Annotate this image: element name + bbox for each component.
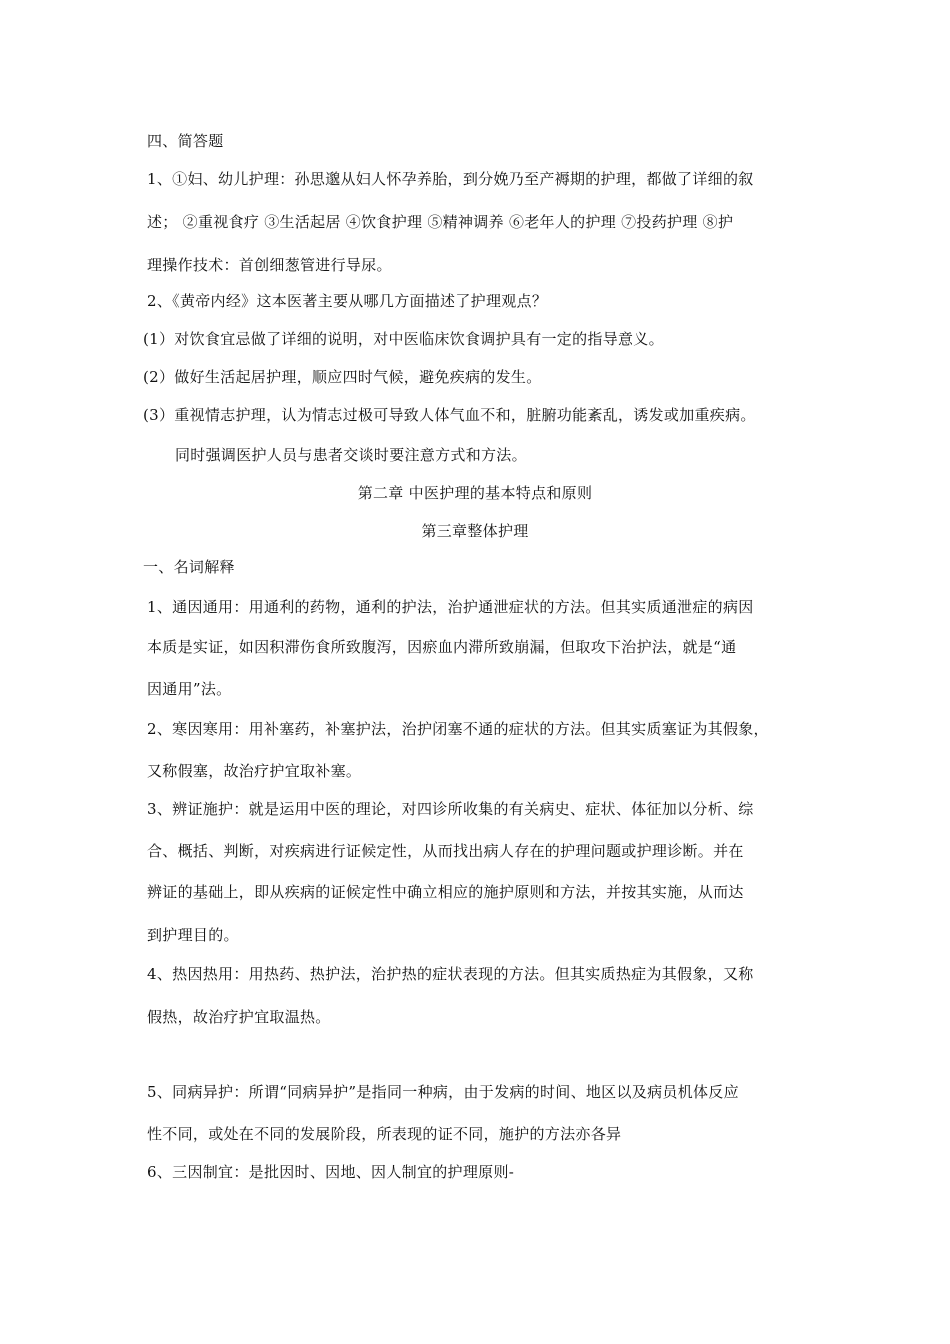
answer-1-line-2: 述； ②重视食疗 ③生活起居 ④饮食护理 ⑤精神调养 ⑥老年人的护理 ⑦投药护理 ⑧护 — [147, 213, 734, 231]
term-6-line-1: 6、三因制宜：是批因时、因地、因人制宜的护理原则- — [147, 1163, 515, 1181]
answer-1-line-3: 理操作技术：首创细葱管进行导尿。 — [147, 256, 392, 274]
term-3-line-1: 3、辨证施护：就是运用中医的理论，对四诊所收集的有关病史、症状、体征加以分析、综 — [147, 800, 754, 818]
chapter-3-title: 第三章整体护理 — [421, 522, 529, 540]
term-3-line-4: 到护理目的。 — [147, 926, 239, 944]
term-4-line-1: 4、热因热用：用热药、热护法，治护热的症状表现的方法。但其实质热症为其假象，又称 — [147, 965, 754, 983]
answer-2-item-3: (3）重视情志护理，认为情志过极可导致人体气血不和，脏腑功能紊乱，诱发或加重疾病。 — [143, 406, 756, 424]
answer-2-item-3-continued: 同时强调医护人员与患者交谈时要注意方式和方法。 — [175, 446, 527, 464]
term-3-line-2: 合、概括、判断，对疾病进行证候定性，从而找出病人存在的护理问题或护理诊断。并在 — [147, 842, 744, 860]
section-heading-short-answer: 四、简答题 — [147, 132, 224, 150]
section-heading-term-explanation: 一、名词解释 — [143, 558, 235, 576]
term-2-line-1: 2、寒因寒用：用补塞药，补塞护法，治护闭塞不通的症状的方法。但其实质塞证为其假象， — [147, 720, 769, 738]
answer-2-item-1: (1）对饮食宜忌做了详细的说明，对中医临床饮食调护具有一定的指导意义。 — [143, 330, 664, 348]
question-2: 2、《黄帝内经》这本医著主要从哪几方面描述了护理观点？ — [147, 292, 548, 310]
term-5-line-1: 5、同病异护：所谓“同病异护”是指同一种病，由于发病的时间、地区以及病员机体反应 — [147, 1083, 739, 1101]
term-2-line-2: 又称假塞，故治疗护宜取补塞。 — [147, 762, 362, 780]
term-1-line-1: 1、通因通用：用通利的药物，通利的护法，治护通泄症状的方法。但其实质通泄症的病因 — [147, 598, 754, 616]
answer-1-line-1: 1、①妇、幼儿护理：孙思邈从妇人怀孕养胎，到分娩乃至产褥期的护理，都做了详细的叙 — [147, 170, 754, 188]
answer-2-item-2: (2）做好生活起居护理，顺应四时气候，避免疾病的发生。 — [143, 368, 542, 386]
chapter-2-title: 第二章 中医护理的基本特点和原则 — [357, 484, 593, 502]
term-3-line-3: 辨证的基础上，即从疾病的证候定性中确立相应的施护原则和方法，并按其实施，从而达 — [147, 883, 744, 901]
term-4-line-2: 假热，故治疗护宜取温热。 — [147, 1008, 331, 1026]
term-1-line-2: 本质是实证，如因积滞伤食所致腹泻，因瘀血内滞所致崩漏，但取攻下治护法，就是“通 — [147, 638, 737, 656]
term-1-line-3: 因通用”法。 — [147, 680, 232, 698]
term-5-line-2: 性不同，或处在不同的发展阶段，所表现的证不同，施护的方法亦各异 — [147, 1125, 622, 1143]
